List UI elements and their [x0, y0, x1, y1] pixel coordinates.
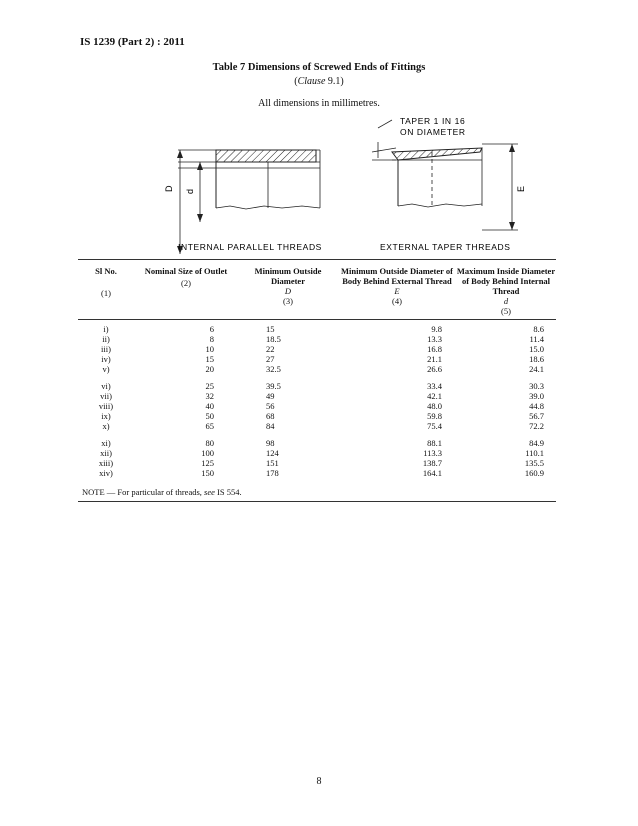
table-cell: 178	[266, 468, 279, 478]
table-cell: 26.6	[427, 364, 442, 374]
clause-reference: (Clause 9.1)	[294, 76, 344, 87]
thread-diagram	[160, 112, 560, 258]
col-header-min-outside-diameter-body: Minimum Outside Diameter of Body Behind External Thread E (4)	[341, 266, 453, 306]
table-body	[78, 320, 556, 478]
external-thread-drawing	[372, 116, 526, 252]
internal-thread-caption: INTERNAL PARALLEL THREADS	[178, 242, 322, 252]
table-cell: 15	[266, 324, 275, 334]
table-row	[78, 468, 556, 478]
table-cell: 30.3	[529, 381, 544, 391]
table-row	[78, 324, 556, 334]
label-E: E	[516, 185, 526, 192]
table-row	[78, 364, 556, 374]
table-cell: i)	[103, 324, 109, 334]
table-row	[78, 344, 556, 354]
col-header-sl-no: Sl No. (1)	[95, 266, 117, 298]
table-cell: 25	[205, 381, 214, 391]
table-cell: 110.1	[525, 448, 544, 458]
table-cell: 50	[205, 411, 214, 421]
table-row	[78, 411, 556, 421]
table-header	[78, 260, 556, 320]
table-cell: 40	[205, 401, 214, 411]
table-cell: iv)	[101, 354, 111, 364]
table-cell: 18.6	[529, 354, 544, 364]
table-cell: 8	[209, 334, 214, 344]
table-row	[78, 448, 556, 458]
table-cell: 15.0	[529, 344, 544, 354]
table-cell: 65	[205, 421, 214, 431]
table-cell: vii)	[100, 391, 112, 401]
table-cell: 21.1	[427, 354, 442, 364]
table-cell: 9.8	[431, 324, 442, 334]
table-cell: 49	[266, 391, 275, 401]
table-row	[78, 381, 556, 391]
table-cell: 88.1	[427, 438, 442, 448]
table-cell: xii)	[100, 448, 112, 458]
label-d: d	[185, 188, 195, 194]
table-row	[78, 354, 556, 364]
table-note: NOTE — For particular of threads, see IS 554.	[82, 487, 242, 497]
table-cell: 18.5	[266, 334, 281, 344]
table-cell: 44.8	[529, 401, 544, 411]
table-cell: 10	[205, 344, 214, 354]
table-cell: 80	[205, 438, 214, 448]
table-row	[78, 334, 556, 344]
table-cell: 32	[205, 391, 214, 401]
table-row	[78, 458, 556, 468]
table-cell: 56.7	[529, 411, 544, 421]
table-cell: 98	[266, 438, 275, 448]
table-cell: 151	[266, 458, 279, 468]
page-number: 8	[316, 776, 322, 787]
taper-label-line1: TAPER 1 IN 16	[400, 116, 466, 126]
dimensions-table	[78, 259, 556, 502]
table-cell: 138.7	[422, 458, 442, 468]
table-cell: 56	[266, 401, 275, 411]
table-cell: vi)	[101, 381, 111, 391]
table-cell: 150	[201, 468, 214, 478]
table-cell: viii)	[98, 401, 114, 411]
label-D: D	[164, 185, 174, 192]
table-row	[78, 391, 556, 401]
table-cell: 22	[266, 344, 275, 354]
table-cell: 59.8	[427, 411, 442, 421]
table-cell: 20	[205, 364, 214, 374]
table-row	[78, 401, 556, 411]
col-header-min-outside-diameter: Minimum Outside Diameter D (3)	[254, 266, 322, 306]
table-cell: 11.4	[529, 334, 544, 344]
table-cell: 13.3	[427, 334, 442, 344]
table-cell: ii)	[102, 334, 110, 344]
internal-thread-drawing	[164, 150, 322, 254]
row-group	[78, 438, 556, 478]
table-cell: 160.9	[524, 468, 544, 478]
table-cell: x)	[102, 421, 110, 431]
table-cell: xiv)	[99, 468, 113, 478]
table-cell: 125	[201, 458, 214, 468]
table-cell: 48.0	[427, 401, 442, 411]
table-cell: v)	[102, 364, 110, 374]
table-cell: 8.6	[533, 324, 544, 334]
external-thread-caption: EXTERNAL TAPER THREADS	[380, 242, 511, 252]
units-note: All dimensions in millimetres.	[258, 98, 380, 109]
table-cell: 39.5	[266, 381, 281, 391]
table-cell: 16.8	[427, 344, 442, 354]
table-cell: 100	[201, 448, 214, 458]
table-cell: ix)	[101, 411, 111, 421]
table-cell: 164.1	[422, 468, 442, 478]
table-cell: 27	[266, 354, 275, 364]
table-cell: xi)	[101, 438, 111, 448]
taper-label-line2: ON DIAMETER	[400, 127, 466, 137]
row-group	[78, 381, 556, 431]
table-cell: 72.2	[529, 421, 544, 431]
table-cell: 39.0	[529, 391, 544, 401]
table-cell: 15	[205, 354, 214, 364]
table-cell: 84	[266, 421, 275, 431]
table-cell: 113.3	[423, 448, 442, 458]
table-title: Table 7 Dimensions of Screwed Ends of Fittings	[212, 62, 426, 73]
table-cell: iii)	[101, 344, 111, 354]
document-header: IS 1239 (Part 2) : 2011	[80, 36, 185, 48]
table-cell: 33.4	[427, 381, 442, 391]
col-header-max-inside-diameter-body: Maximum Inside Diameter of Body Behind Internal Thread d (5)	[456, 266, 556, 316]
table-cell: 84.9	[529, 438, 544, 448]
table-cell: 6	[209, 324, 214, 334]
table-cell: 24.1	[529, 364, 544, 374]
table-cell: 42.1	[427, 391, 442, 401]
table-cell: 75.4	[427, 421, 442, 431]
table-row	[78, 438, 556, 448]
col-header-nominal-size: Nominal Size of Outlet (2)	[144, 266, 228, 288]
table-cell: 124	[266, 448, 279, 458]
table-cell: 32.5	[266, 364, 281, 374]
table-cell: xiii)	[98, 458, 114, 468]
row-group	[78, 324, 556, 374]
table-cell: 135.5	[524, 458, 544, 468]
table-row	[78, 421, 556, 431]
table-cell: 68	[266, 411, 275, 421]
